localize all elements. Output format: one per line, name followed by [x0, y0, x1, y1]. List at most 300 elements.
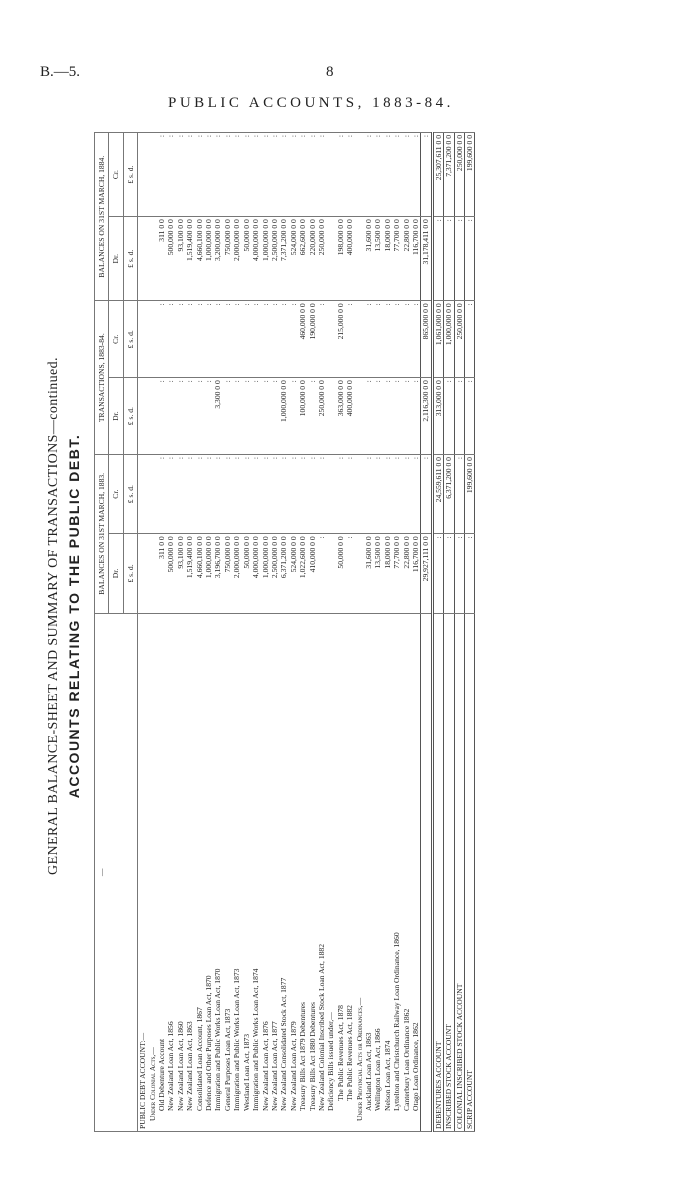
cell-b84-dr: 22,800 0 0	[402, 217, 411, 301]
cell-t-cr: :	[232, 301, 241, 378]
cell-t-cr: 1,000,000 0 0	[444, 301, 454, 378]
row-label: Old Debenture Account	[157, 613, 166, 1131]
cell-t-cr: :	[176, 301, 185, 378]
cell-b84-cr: :	[232, 133, 241, 217]
table-row	[392, 133, 401, 1132]
cell-t-cr	[148, 301, 157, 378]
table-row	[157, 133, 166, 1132]
cell-b83-cr: :	[336, 455, 345, 534]
cell-b84-dr: 400,000 0 0	[345, 217, 354, 301]
cell-t-dr	[138, 378, 148, 455]
cell-b84-cr: :	[402, 133, 411, 217]
cell-t-dr	[355, 378, 364, 455]
transactions-header: TRANSACTIONS, 1883-84.	[95, 301, 109, 455]
table-row	[195, 133, 204, 1132]
cell-b84-cr	[138, 133, 148, 217]
cell-b84-dr	[355, 217, 364, 301]
row-label: SCRIP ACCOUNT	[465, 613, 475, 1131]
cell-b83-dr: :	[465, 534, 475, 613]
cell-b83-dr: :	[317, 534, 326, 613]
cell-t-dr: :	[308, 378, 317, 455]
cell-b84-cr: 7,371,200 0 0	[444, 133, 454, 217]
cell-b83-dr: 50,000 0 0	[336, 534, 345, 613]
table-row	[355, 133, 364, 1132]
document-reference: B.—5.	[40, 64, 81, 80]
cell-t-cr: 215,000 0 0	[336, 301, 345, 378]
cell-b84-dr: 500,000 0 0	[166, 217, 175, 301]
account-row	[432, 133, 443, 1132]
cell-b83-cr: :	[223, 455, 232, 534]
cell-t-cr: :	[204, 301, 213, 378]
cell-t-cr: :	[242, 301, 251, 378]
cell-b84-dr: :	[432, 217, 443, 301]
cell-b84-cr: :	[223, 133, 232, 217]
cell-b84-cr: :	[373, 133, 382, 217]
cell-b83-cr: :	[383, 455, 392, 534]
row-label: New Zealand Loan Act, 1876	[261, 613, 270, 1131]
row-label: The Public Revenues Act, 1882	[345, 613, 354, 1131]
account-row	[465, 133, 475, 1132]
total-row	[421, 133, 432, 1132]
cell-t-dr: :	[157, 378, 166, 455]
cell-b83-dr: 500,000 0 0	[166, 534, 175, 613]
cell-t-cr: :	[317, 301, 326, 378]
cell-b84-dr: :	[454, 217, 464, 301]
cell-t-dr: :	[402, 378, 411, 455]
table-body	[138, 133, 475, 1132]
cell-t-cr: :	[345, 301, 354, 378]
row-label: The Public Revenues Act, 1878	[336, 613, 345, 1131]
table-row	[317, 133, 326, 1132]
cell-b83-dr: 77,700 0 0	[392, 534, 401, 613]
cell-t-cr: :	[364, 301, 373, 378]
cell-t-cr: :	[157, 301, 166, 378]
cell-t-cr: 460,000 0 0	[298, 301, 307, 378]
cell-t-dr: :	[444, 378, 454, 455]
table-row	[232, 133, 241, 1132]
table-row	[279, 133, 288, 1132]
cell-b83-cr: :	[411, 455, 421, 534]
cell-t-cr: :	[166, 301, 175, 378]
dr-header: Dr.	[109, 378, 123, 455]
cr-header: Cr.	[109, 301, 123, 378]
cell-t-dr: 3,300 0 0	[213, 378, 222, 455]
cell-b83-dr: 1,000,000 0 0	[204, 534, 213, 613]
cell-b83-dr: 22,800 0 0	[402, 534, 411, 613]
table-row	[185, 133, 194, 1132]
table-row	[242, 133, 251, 1132]
main-title: GENERAL BALANCE-SHEET AND SUMMARY OF TRANSACTIONS—continued.	[46, 357, 61, 875]
cell-b84-cr: 199,600 0 0	[465, 133, 475, 217]
cell-b83-dr: 6,371,200 0 0	[279, 534, 288, 613]
cell-b83-cr: :	[454, 455, 464, 534]
cell-t-dr: :	[232, 378, 241, 455]
row-label: Lyttelton and Christchurch Railway Loan Ordinance, 1860	[392, 613, 401, 1131]
cell-b83-dr: 4,660,100 0 0	[195, 534, 204, 613]
cell-b83-cr: :	[373, 455, 382, 534]
cell-b84-cr: :	[411, 133, 421, 217]
table-row	[138, 133, 148, 1132]
row-label: New Zealand Loan Act, 1856	[166, 613, 175, 1131]
cell-b83-dr: 524,000 0 0	[289, 534, 298, 613]
row-label: Immigration and Public Works Loan Act, 1870	[213, 613, 222, 1131]
cell-b84-dr: 524,000 0 0	[289, 217, 298, 301]
cell-t-cr: 190,000 0 0	[308, 301, 317, 378]
cell-t-dr: 313,000 0 0	[432, 378, 443, 455]
row-label: PUBLIC DEBT ACCOUNT:—	[138, 613, 148, 1131]
cell-t-dr: :	[223, 378, 232, 455]
cell-b83-dr: 2,000,000 0 0	[232, 534, 241, 613]
cell-b83-cr: :	[421, 455, 432, 534]
units-label: £ s. d.	[123, 301, 137, 378]
cell-b84-cr: :	[261, 133, 270, 217]
cell-b84-dr	[326, 217, 335, 301]
cell-t-dr: 400,000 0 0	[345, 378, 354, 455]
cell-t-cr: :	[373, 301, 382, 378]
cell-b84-cr	[326, 133, 335, 217]
cell-t-cr: :	[195, 301, 204, 378]
cell-b83-cr: :	[402, 455, 411, 534]
cell-b83-cr: :	[345, 455, 354, 534]
units-label: £ s. d.	[123, 217, 137, 301]
cell-b84-dr: 93,100 0 0	[176, 217, 185, 301]
table-row	[261, 133, 270, 1132]
cell-b83-cr: :	[213, 455, 222, 534]
row-label: Defence and Other Purposes Loan Act, 1870	[204, 613, 213, 1131]
cell-b83-cr: :	[195, 455, 204, 534]
row-label: Under Colonial Acts,—	[148, 613, 157, 1131]
cell-b83-cr: :	[308, 455, 317, 534]
table-row	[402, 133, 411, 1132]
cell-b83-cr: :	[251, 455, 260, 534]
cell-b84-cr: :	[317, 133, 326, 217]
cell-b84-dr	[148, 217, 157, 301]
cell-b84-dr: 50,000 0 0	[242, 217, 251, 301]
cell-t-dr: :	[411, 378, 421, 455]
cell-b83-dr: 311 0 0	[157, 534, 166, 613]
cell-b83-cr	[148, 455, 157, 534]
cell-t-cr: :	[383, 301, 392, 378]
cell-b83-dr: 31,600 0 0	[364, 534, 373, 613]
cell-b83-cr	[355, 455, 364, 534]
cell-b84-dr: 3,200,000 0 0	[213, 217, 222, 301]
cell-b84-cr	[355, 133, 364, 217]
cell-t-dr: :	[373, 378, 382, 455]
cell-t-cr	[138, 301, 148, 378]
cell-t-cr: :	[279, 301, 288, 378]
cell-t-cr: :	[465, 301, 475, 378]
row-label: New Zealand Loan Act, 1860	[176, 613, 185, 1131]
cell-b84-cr: :	[242, 133, 251, 217]
cell-t-cr: 250,000 0 0	[454, 301, 464, 378]
cell-b83-dr: 3,196,700 0 0	[213, 534, 222, 613]
cell-b83-cr: 199,600 0 0	[465, 455, 475, 534]
cell-b83-cr: :	[392, 455, 401, 534]
cell-b83-cr: :	[166, 455, 175, 534]
cell-t-dr: :	[392, 378, 401, 455]
row-label	[421, 613, 432, 1131]
cell-t-dr: :	[261, 378, 270, 455]
row-label: New Zealand Consolidated Stock Act, 1877	[279, 613, 288, 1131]
cell-t-cr: :	[223, 301, 232, 378]
cell-b84-dr: 31,178,411 0 0	[421, 217, 432, 301]
cell-b84-dr: 2,000,000 0 0	[232, 217, 241, 301]
cell-b83-dr	[355, 534, 364, 613]
table-row	[176, 133, 185, 1132]
cell-b83-cr: :	[185, 455, 194, 534]
table-row	[270, 133, 279, 1132]
cell-t-cr: :	[213, 301, 222, 378]
cell-t-dr: 100,000 0 0	[298, 378, 307, 455]
cell-b84-cr: :	[213, 133, 222, 217]
balances-1884-header: BALANCES ON 31ST MARCH, 1884.	[95, 133, 109, 301]
cell-b83-dr: 116,700 0 0	[411, 534, 421, 613]
cell-b84-dr: 220,000 0 0	[308, 217, 317, 301]
cell-b84-dr: 77,700 0 0	[392, 217, 401, 301]
cr-header: Cr.	[109, 133, 123, 217]
cell-b84-dr: 1,000,000 0 0	[261, 217, 270, 301]
row-label: Auckland Loan Act, 1863	[364, 613, 373, 1131]
cell-t-cr: :	[261, 301, 270, 378]
row-label: Treasury Bills Act 1879 Debentures	[298, 613, 307, 1131]
table-row	[223, 133, 232, 1132]
cell-b84-dr: 250,000 0 0	[317, 217, 326, 301]
cell-t-dr	[326, 378, 335, 455]
cell-b84-cr: :	[364, 133, 373, 217]
table-row	[166, 133, 175, 1132]
cell-t-dr: 250,000 0 0	[317, 378, 326, 455]
cell-t-dr: :	[166, 378, 175, 455]
cell-t-dr: :	[176, 378, 185, 455]
cell-t-dr: :	[251, 378, 260, 455]
table-row	[326, 133, 335, 1132]
cell-b84-dr: 13,500 0 0	[373, 217, 382, 301]
cell-b84-cr: :	[166, 133, 175, 217]
cell-b84-cr: :	[392, 133, 401, 217]
table-row	[298, 133, 307, 1132]
page-subtitle: PUBLIC ACCOUNTS, 1883-84.	[168, 95, 454, 111]
cell-b83-cr: :	[298, 455, 307, 534]
cell-b83-dr: 29,927,111 0 0	[421, 534, 432, 613]
cell-t-dr: :	[289, 378, 298, 455]
account-row	[454, 133, 464, 1132]
row-label: Wellington Loan Act, 1866	[373, 613, 382, 1131]
cell-b84-cr: :	[298, 133, 307, 217]
cell-t-dr: :	[465, 378, 475, 455]
row-label: New Zealand Colonial Inscribed Stock Loan Act, 1882	[317, 613, 326, 1131]
cr-header: Cr.	[109, 455, 123, 534]
table-row	[336, 133, 345, 1132]
row-label: Otago Loan Ordinance, 1862	[411, 613, 421, 1131]
dr-header: Dr.	[109, 217, 123, 301]
cell-t-dr	[148, 378, 157, 455]
cell-b83-cr: :	[204, 455, 213, 534]
cell-b83-cr	[138, 455, 148, 534]
public-debt-table	[94, 132, 475, 1132]
table-row	[364, 133, 373, 1132]
cell-b83-cr: :	[364, 455, 373, 534]
account-column-header: —	[95, 613, 138, 1131]
cell-b84-dr: 116,700 0 0	[411, 217, 421, 301]
cell-b84-dr: 750,000 0 0	[223, 217, 232, 301]
cell-b84-cr: :	[336, 133, 345, 217]
cell-b84-cr: :	[345, 133, 354, 217]
cell-t-cr: :	[411, 301, 421, 378]
cell-b83-dr: 1,022,600 0 0	[298, 534, 307, 613]
cell-t-dr: :	[454, 378, 464, 455]
cell-b84-cr: :	[308, 133, 317, 217]
cell-b84-cr: :	[204, 133, 213, 217]
cell-b83-cr: :	[289, 455, 298, 534]
cell-b83-cr: 24,559,611 0 0	[432, 455, 443, 534]
cell-b83-cr: :	[232, 455, 241, 534]
cell-b83-dr: :	[345, 534, 354, 613]
cell-b83-cr: 6,371,200 0 0	[444, 455, 454, 534]
row-label: New Zealand Loan Act, 1877	[270, 613, 279, 1131]
cell-b84-dr: 18,000 0 0	[383, 217, 392, 301]
cell-b83-cr: :	[157, 455, 166, 534]
row-label: Under Provincial Acts or Ordinances,—	[355, 613, 364, 1131]
cell-b84-cr: 250,000 0 0	[454, 133, 464, 217]
cell-b84-dr: :	[465, 217, 475, 301]
cell-b83-cr: :	[317, 455, 326, 534]
row-label: Immigration and Public Works Loan Act, 1873	[232, 613, 241, 1131]
row-label: Consolidated Loan Account, 1867	[195, 613, 204, 1131]
cell-t-cr: :	[270, 301, 279, 378]
cell-t-dr: :	[242, 378, 251, 455]
cell-b84-dr	[138, 217, 148, 301]
cell-b84-cr: :	[289, 133, 298, 217]
cell-b84-dr: 311 0 0	[157, 217, 166, 301]
row-label: Canterbury Loan Ordinance 1862	[402, 613, 411, 1131]
cell-t-dr: 2,116,300 0 0	[421, 378, 432, 455]
table-row	[204, 133, 213, 1132]
cell-b84-dr: 4,000,000 0 0	[251, 217, 260, 301]
cell-b83-dr: 13,500 0 0	[373, 534, 382, 613]
row-label: Nelson Loan Act, 1874	[383, 613, 392, 1131]
cell-t-cr	[326, 301, 335, 378]
table-row	[308, 133, 317, 1132]
cell-b83-dr: 410,000 0 0	[308, 534, 317, 613]
cell-b84-cr: :	[176, 133, 185, 217]
cell-t-dr: 363,000 0 0	[336, 378, 345, 455]
cell-b84-cr: :	[185, 133, 194, 217]
cell-b83-dr: :	[432, 534, 443, 613]
cell-b84-cr: :	[279, 133, 288, 217]
cell-t-dr: :	[364, 378, 373, 455]
cell-b83-cr: :	[261, 455, 270, 534]
cell-b83-dr: 1,519,400 0 0	[185, 534, 194, 613]
cell-b83-cr: :	[242, 455, 251, 534]
cell-b84-cr	[148, 133, 157, 217]
table-row	[148, 133, 157, 1132]
column-group-header-row	[95, 133, 109, 1132]
cell-t-cr: :	[402, 301, 411, 378]
cell-b83-cr	[326, 455, 335, 534]
table-row	[289, 133, 298, 1132]
cell-b83-dr: 50,000 0 0	[242, 534, 251, 613]
cell-t-cr: 865,000 0 0	[421, 301, 432, 378]
cell-b84-dr: 1,000,000 0 0	[204, 217, 213, 301]
units-label: £ s. d.	[123, 534, 137, 613]
cell-b84-cr: :	[195, 133, 204, 217]
cell-t-dr: :	[185, 378, 194, 455]
table-row	[213, 133, 222, 1132]
cell-t-cr: :	[251, 301, 260, 378]
cell-b84-dr: 7,371,200 0 0	[279, 217, 288, 301]
cell-t-dr: 1,000,000 0 0	[279, 378, 288, 455]
cell-b83-cr: :	[176, 455, 185, 534]
row-label: Deficiency Bills issued under,—	[326, 613, 335, 1131]
table-row	[383, 133, 392, 1132]
cell-b84-dr: 1,519,400 0 0	[185, 217, 194, 301]
rotated-page-body	[46, 100, 606, 1132]
row-label: DEBENTURES ACCOUNT	[432, 613, 443, 1131]
cell-b83-dr	[326, 534, 335, 613]
cell-t-dr: :	[383, 378, 392, 455]
row-label: New Zealand Loan Act, 1863	[185, 613, 194, 1131]
cell-t-cr: :	[289, 301, 298, 378]
cell-b83-dr: 2,500,000 0 0	[270, 534, 279, 613]
cell-t-dr: :	[270, 378, 279, 455]
cell-b83-dr: 18,000 0 0	[383, 534, 392, 613]
table-row	[373, 133, 382, 1132]
table-row	[411, 133, 421, 1132]
row-label: COLONIAL INSCRIBED STOCK ACCOUNT	[454, 613, 464, 1131]
balances-1883-header: BALANCES ON 31ST MARCH, 1883.	[95, 455, 109, 614]
account-row	[444, 133, 454, 1132]
cell-b83-cr: :	[270, 455, 279, 534]
units-label: £ s. d.	[123, 378, 137, 455]
cell-b83-dr	[148, 534, 157, 613]
cell-b84-dr: 2,500,000 0 0	[270, 217, 279, 301]
row-label: INSCRIBED STOCK ACCOUNT	[444, 613, 454, 1131]
cell-b84-dr: 4,660,100 0 0	[195, 217, 204, 301]
cell-t-cr	[355, 301, 364, 378]
table-row	[345, 133, 354, 1132]
cell-b83-dr: :	[444, 534, 454, 613]
cell-b83-dr: 750,000 0 0	[223, 534, 232, 613]
cell-t-dr: :	[195, 378, 204, 455]
cell-b84-cr: :	[157, 133, 166, 217]
cell-b83-dr: 93,100 0 0	[176, 534, 185, 613]
cell-b84-dr: 198,000 0 0	[336, 217, 345, 301]
cell-t-cr: :	[392, 301, 401, 378]
cell-b84-dr: :	[444, 217, 454, 301]
cell-t-cr: 1,061,000 0 0	[432, 301, 443, 378]
row-label: Westland Loan Act, 1873	[242, 613, 251, 1131]
units-label: £ s. d.	[123, 133, 137, 217]
cell-t-dr: :	[204, 378, 213, 455]
dr-header: Dr.	[109, 534, 123, 613]
cell-b83-dr: 4,000,000 0 0	[251, 534, 260, 613]
cell-b84-dr: 662,600 0 0	[298, 217, 307, 301]
cell-t-cr: :	[185, 301, 194, 378]
table-row	[251, 133, 260, 1132]
row-label: Immigration and Public Works Loan Act, 1874	[251, 613, 260, 1131]
cell-b83-cr: :	[279, 455, 288, 534]
units-label: £ s. d.	[123, 455, 137, 534]
cell-b84-cr: :	[251, 133, 260, 217]
row-label: Treasury Bills Act 1880 Debentures	[308, 613, 317, 1131]
cell-b84-cr: :	[383, 133, 392, 217]
cell-b83-dr	[138, 534, 148, 613]
cell-b84-dr: 31,600 0 0	[364, 217, 373, 301]
row-label: General Purposes Loan Act, 1873	[223, 613, 232, 1131]
cell-b84-cr: 25,307,611 0 0	[432, 133, 443, 217]
row-label: New Zealand Loan Act, 1879	[289, 613, 298, 1131]
cell-b84-cr: :	[421, 133, 432, 217]
